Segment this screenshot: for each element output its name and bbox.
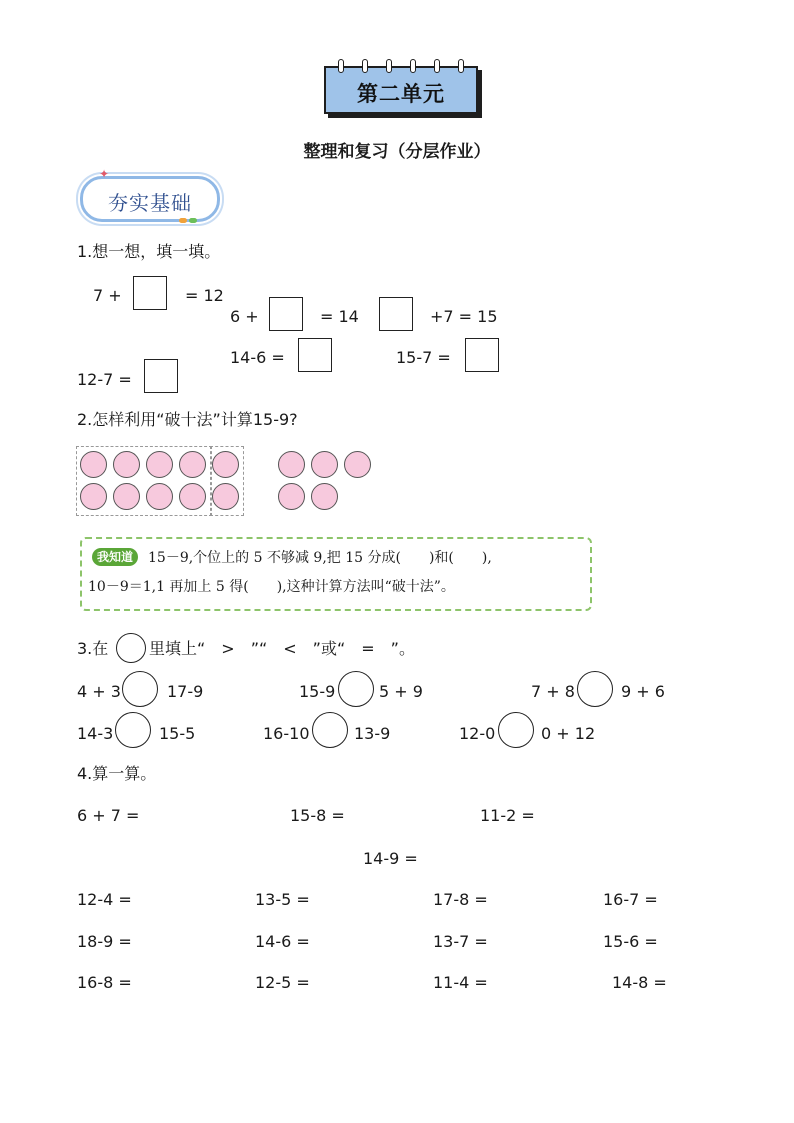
q4-expr: 18-9 =: [77, 932, 132, 951]
q1-answer-box-3[interactable]: [379, 297, 413, 331]
q1-expr-2-right: = 14: [320, 307, 359, 326]
q1-answer-box-6[interactable]: [144, 359, 178, 393]
q4-expr: 14-8 =: [612, 973, 667, 992]
counter-circle: [179, 451, 206, 478]
q1-answer-box-2[interactable]: [269, 297, 303, 331]
q3-left-2: 15-9: [299, 682, 336, 701]
q4-expr: 15-8 =: [290, 806, 345, 825]
q3-left-1: 4 + 3: [77, 682, 121, 701]
q1-expr-3-right: +7 = 15: [430, 307, 498, 326]
section-badge: [80, 167, 220, 222]
page-subtitle: 整理和复习（分层作业）: [303, 142, 491, 162]
star-icon: ✦: [99, 167, 110, 181]
question-3-title: 3.在: [77, 639, 109, 658]
question-2-title: 2.怎样利用“破十法”计算15-9?: [77, 410, 298, 429]
counter-circle: [113, 483, 140, 510]
q4-expr: 12-5 =: [255, 973, 310, 992]
q4-expr: 13-7 =: [433, 932, 488, 951]
q4-expr: 16-8 =: [77, 973, 132, 992]
q4-expr: 17-8 =: [433, 890, 488, 909]
counter-circle: [344, 451, 371, 478]
question-1-title: 1.想一想，填一填。: [77, 242, 221, 261]
q4-expr: 16-7 =: [603, 890, 658, 909]
question-3-title-rest: 里填上“ > ”“ < ”或“ = ”。: [149, 639, 415, 658]
knowledge-tip-box: [80, 537, 592, 611]
q3-left-6: 12-0: [459, 724, 496, 743]
counter-circle: [311, 451, 338, 478]
q3-compare-circle-3[interactable]: [577, 671, 613, 707]
q4-expr: 14-6 =: [255, 932, 310, 951]
q1-expr-5-left: 15-7 =: [396, 348, 451, 367]
unit-title: 第二单元: [357, 82, 445, 106]
counter-circle: [113, 451, 140, 478]
q3-right-3: 9 + 6: [621, 682, 665, 701]
q3-right-2: 5 + 9: [379, 682, 423, 701]
q1-expr-2-left: 6 +: [230, 307, 259, 326]
q4-expr: 11-2 =: [480, 806, 535, 825]
q3-left-4: 14-3: [77, 724, 114, 743]
q4-expr: 12-4 =: [77, 890, 132, 909]
q4-expr: 14-9 =: [363, 849, 418, 868]
q4-expr: 13-5 =: [255, 890, 310, 909]
counter-circle: [311, 483, 338, 510]
q3-compare-circle-5[interactable]: [312, 712, 348, 748]
counter-circle: [278, 451, 305, 478]
knowledge-line-1: 15－9,个位上的 5 不够减 9,把 15 分成( )和( ),: [148, 550, 492, 566]
knowledge-tag: 我知道: [92, 548, 138, 566]
q4-expr: 6 + 7 =: [77, 806, 140, 825]
knowledge-line-2: 10－9＝1,1 再加上 5 得( ),这种计算方法叫“破十法”。: [88, 579, 455, 595]
q3-compare-circle-4[interactable]: [115, 712, 151, 748]
q1-answer-box-5[interactable]: [465, 338, 499, 372]
q3-left-3: 7 + 8: [531, 682, 575, 701]
counter-circle: [146, 451, 173, 478]
badge-dots-icon: [179, 218, 197, 223]
q3-compare-circle-6[interactable]: [498, 712, 534, 748]
binder-rings: [338, 59, 464, 71]
counter-circle: [212, 483, 239, 510]
q1-expr-4-left: 14-6 =: [230, 348, 285, 367]
counter-circle: [80, 483, 107, 510]
blank-circle-icon: [116, 633, 146, 663]
section-badge-label: 夯实基础: [108, 191, 192, 215]
counter-circle: [179, 483, 206, 510]
q1-answer-box-1[interactable]: [133, 276, 167, 310]
q3-right-1: 17-9: [167, 682, 204, 701]
counter-circle: [278, 483, 305, 510]
unit-title-box: [324, 66, 478, 114]
q3-right-5: 13-9: [354, 724, 391, 743]
q4-expr: 15-6 =: [603, 932, 658, 951]
q4-expr: 11-4 =: [433, 973, 488, 992]
counter-circle: [212, 451, 239, 478]
q3-right-6: 0 + 12: [541, 724, 596, 743]
q3-compare-circle-2[interactable]: [338, 671, 374, 707]
question-4-title: 4.算一算。: [77, 764, 157, 783]
counter-circle: [80, 451, 107, 478]
q3-compare-circle-1[interactable]: [122, 671, 158, 707]
q1-expr-1-left: 7 +: [93, 286, 122, 305]
q1-answer-box-4[interactable]: [298, 338, 332, 372]
q3-left-5: 16-10: [263, 724, 310, 743]
q1-expr-1-right: = 12: [185, 286, 224, 305]
q3-right-4: 15-5: [159, 724, 196, 743]
q1-expr-6-left: 12-7 =: [77, 370, 132, 389]
counter-circle: [146, 483, 173, 510]
